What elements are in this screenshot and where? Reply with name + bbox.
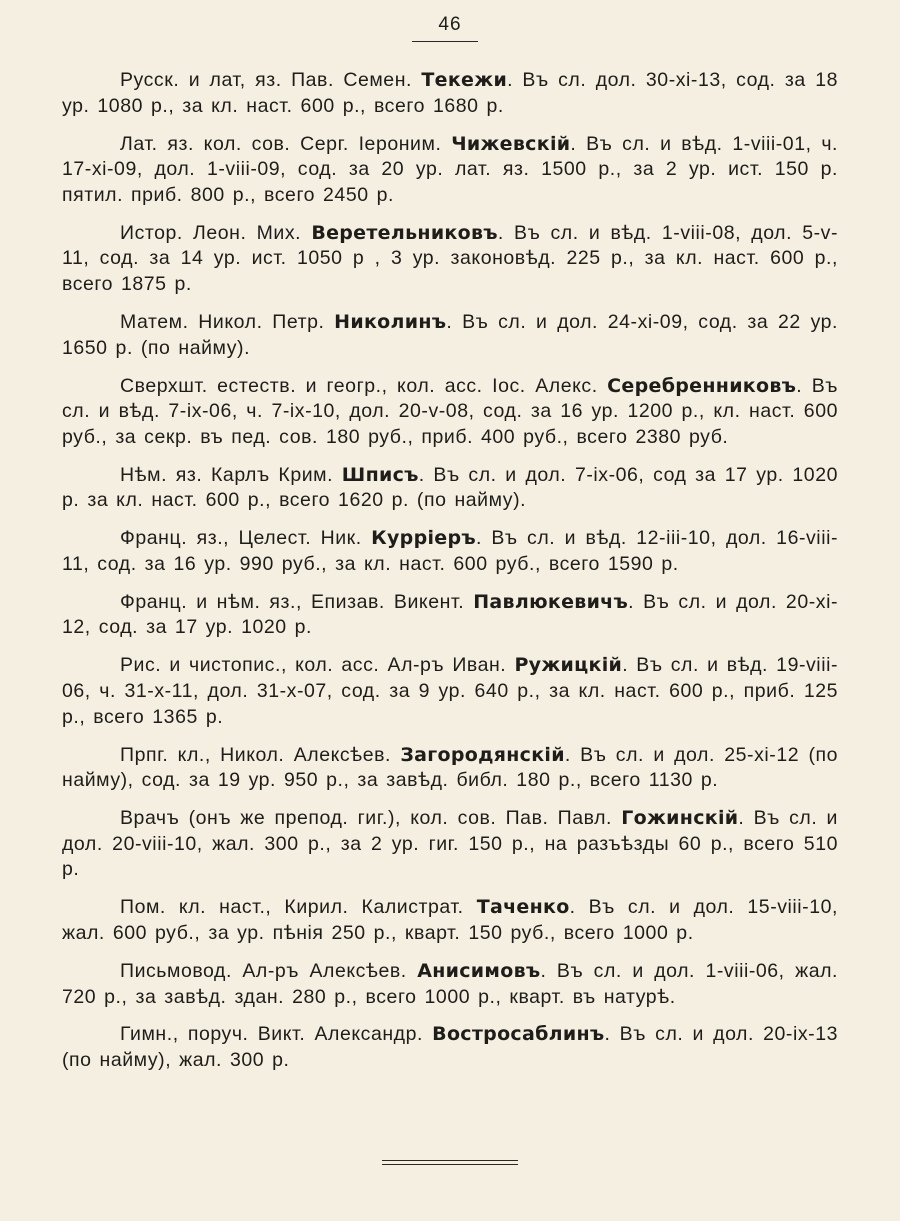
entry-details: . Въ сл. и вѣд. 19-viii-06, ч. 31-x-11, дол. 31-x-07, сод. за 9 ур. 640 р., за кл. наст. 600 р., приб. 125 р., всего 1365 р. bbox=[62, 654, 838, 728]
staff-entry bbox=[62, 221, 838, 298]
staff-entry bbox=[62, 590, 838, 641]
entry-details: . Въ сл. и вѣд. 7-ix-06, ч. 7-ix-10, дол. 20-v-08, сод. за 16 ур. 1200 р., кл. наст. 600 руб., за секр. въ пед. сов. 180 руб., приб. 400 руб., всего 2380 руб. bbox=[62, 374, 839, 448]
entry-prefix: Рис. и чистопис., кол. асс. Ал-ръ Иван. bbox=[120, 654, 515, 677]
staff-entry bbox=[62, 743, 838, 794]
staff-entry bbox=[62, 895, 838, 946]
entry-details: . Въ сл. и дол. 20-ix-13 (по найму), жал. 300 р. bbox=[62, 1023, 838, 1072]
entry-surname: Николинъ bbox=[334, 310, 447, 333]
entry-details: . Въ сл. и дол. 20-viii-10, жал. 300 р., за 2 ур. гиг. 150 р., на разъѣзды 60 р., всего 510 р. bbox=[62, 807, 838, 881]
entry-surname: Таченко bbox=[476, 896, 570, 919]
entry-details: . Въ сл. и дол. 7-ix-06, сод за 17 ур. 1020 р. за кл. наст. 600 р., всего 1620 р. (по найму). bbox=[62, 463, 838, 512]
entry-prefix: Сверхшт. естеств. и геогр., кол. асс. Іос. Алекс. bbox=[120, 374, 608, 397]
staff-list bbox=[62, 68, 838, 1086]
entry-details: . Въ сл. дол. 30-xi-13, сод. за 18 ур. 1080 р., за кл. наст. 600 р., всего 1680 р. bbox=[62, 69, 838, 117]
header-rule bbox=[412, 41, 478, 42]
entry-details: . Въ сл. и вѣд. 1-viii-08, дол. 5-v-11, сод. за 14 ур. ист. 1050 р , 3 ур. законовѣд. 225 р., за кл. наст. 600 р., всего 1875 р. bbox=[62, 221, 838, 295]
staff-entry bbox=[62, 68, 838, 119]
entry-details: . Въ сл. и дол. 24-xi-09, сод. за 22 ур. 1650 р. (по найму). bbox=[62, 310, 839, 359]
entry-details: . Въ сл. и вѣд. 1-viii-01, ч. 17-xi-09, дол. 1-viii-09, сод. за 20 ур. лат. яз. 1500 р., за 2 ур. ист. 150 р. пятил. приб. 800 р., всего 2450 р. bbox=[62, 132, 838, 206]
staff-entry bbox=[62, 310, 838, 361]
entry-details: . Въ сл. и вѣд. 12-iii-10, дол. 16-viii-11, сод. за 16 ур. 990 руб., за кл. наст. 600 руб., всего 1590 р. bbox=[62, 527, 838, 575]
entry-prefix: Нѣм. яз. Карлъ Крим. bbox=[120, 463, 342, 486]
staff-entry bbox=[62, 1022, 838, 1073]
entry-prefix: Прпг. кл., Никол. Алексѣев. bbox=[120, 743, 401, 766]
entry-surname: Ружицкій bbox=[514, 654, 623, 677]
entry-prefix: Русск. и лат, яз. Пав. Семен. bbox=[120, 69, 422, 91]
entry-surname: Серебренниковъ bbox=[607, 374, 797, 397]
entry-prefix: Франц. яз., Целест. Ник. bbox=[120, 527, 372, 550]
entry-prefix: Франц. и нѣм. яз., Епизав. Викент. bbox=[120, 590, 474, 613]
entry-surname: Текежи bbox=[421, 69, 508, 91]
entry-surname: Востросаблинъ bbox=[432, 1023, 605, 1046]
entry-prefix: Пом. кл. наст., Кирил. Калистрат. bbox=[120, 896, 477, 919]
entry-prefix: Гимн., поруч. Викт. Александр. bbox=[120, 1023, 433, 1046]
staff-entry bbox=[62, 653, 838, 730]
entry-surname: Анисимовъ bbox=[417, 959, 541, 982]
staff-entry bbox=[62, 959, 838, 1010]
entry-surname: Гожинскій bbox=[621, 807, 739, 830]
staff-entry bbox=[62, 374, 838, 451]
entry-details: . Въ сл. и дол. 15-viii-10, жал. 600 руб., за ур. пѣнія 250 р., кварт. 150 руб., всего 1000 р. bbox=[62, 896, 838, 944]
staff-entry bbox=[62, 463, 838, 514]
entry-details: . Въ сл. и дол. 20-xi-12, сод. за 17 ур. 1020 р. bbox=[62, 590, 838, 639]
entry-surname: Загородянскій bbox=[400, 743, 565, 766]
entry-prefix: Матем. Никол. Петр. bbox=[120, 310, 335, 333]
entry-surname: Павлюкевичъ bbox=[473, 590, 629, 613]
entry-prefix: Врачъ (онъ же препод. гиг.), кол. сов. Пав. Павл. bbox=[120, 807, 622, 830]
page-number: 46 bbox=[438, 14, 462, 35]
entry-surname: Веретельниковъ bbox=[311, 221, 498, 244]
entry-details: . Въ сл. и дол. 1-viii-06, жал. 720 р., за завѣд. здан. 280 р., всего 1000 р., кварт. въ натурѣ. bbox=[62, 959, 838, 1008]
entry-prefix: Лат. яз. кол. сов. Серг. Іероним. bbox=[120, 132, 452, 155]
staff-entry bbox=[62, 132, 838, 209]
entry-surname: Чижевскій bbox=[451, 132, 571, 155]
footer-double-rule bbox=[382, 1160, 518, 1165]
entry-prefix: Письмовод. Ал-ръ Алексѣев. bbox=[120, 959, 418, 982]
staff-entry bbox=[62, 806, 838, 883]
entry-surname: Шписъ bbox=[341, 463, 419, 486]
entry-surname: Курріеръ bbox=[371, 527, 476, 550]
entry-prefix: Истор. Леон. Мих. bbox=[120, 221, 312, 244]
staff-entry bbox=[62, 526, 838, 577]
entry-details: . Въ сл. и дол. 25-xi-12 (по найму), сод. за 19 ур. 950 р., за завѣд. библ. 180 р., всего 1130 р. bbox=[62, 743, 838, 792]
